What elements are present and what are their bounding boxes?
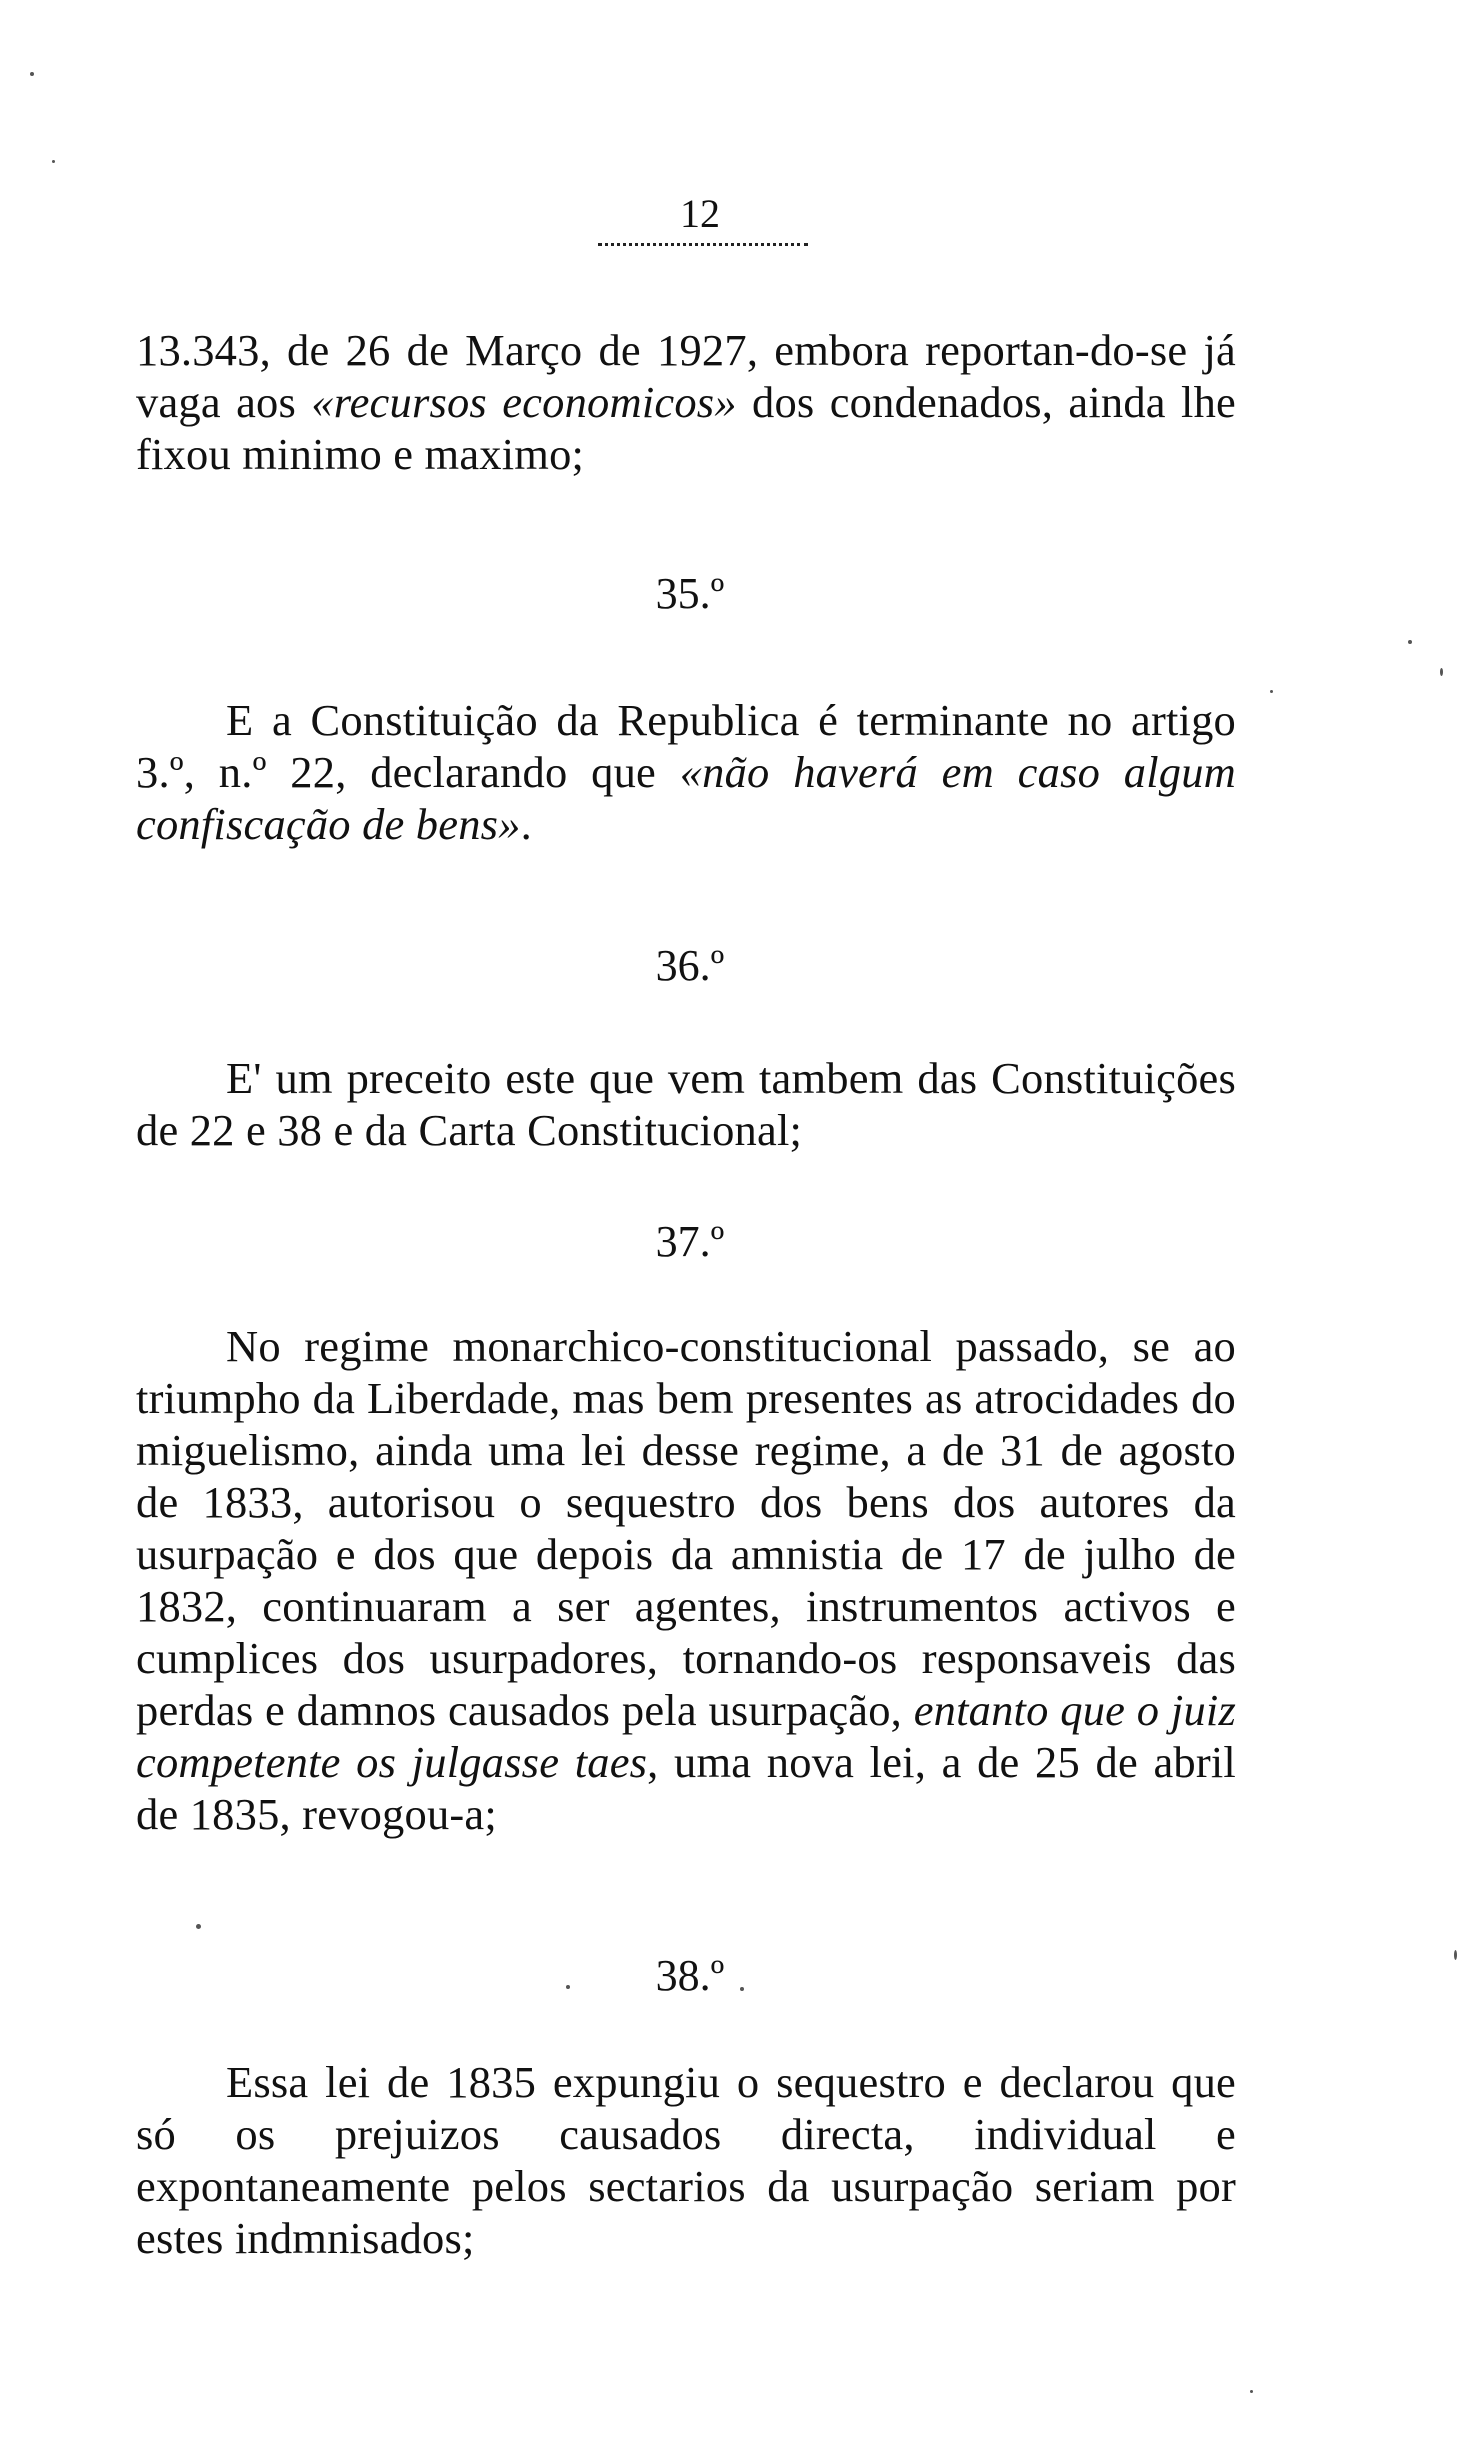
paragraph-text (136, 2056, 1236, 2264)
article-paragraph-37 (136, 1320, 1236, 1840)
paragraph-text (136, 324, 1236, 480)
continuation-paragraph (136, 324, 1236, 480)
scan-speck (196, 1924, 201, 1929)
scan-speck (1440, 668, 1443, 676)
scan-speck (1250, 2390, 1253, 2393)
scan-speck (30, 72, 34, 76)
paragraph-text (136, 1052, 1236, 1156)
page-number: 12 (680, 191, 720, 236)
article-number-35: 35.º (655, 569, 725, 618)
scan-speck (52, 160, 55, 163)
text-run: . (520, 799, 532, 849)
italic-quote: «recursos economicos» (311, 377, 737, 427)
scan-speck (1454, 1950, 1457, 1960)
article-paragraph-38 (136, 2056, 1236, 2264)
article-paragraph-35 (136, 694, 1236, 850)
text-run: Essa lei de 1835 expungiu o sequestro e declarou que só os prejuizos causados directa, individual e expontaneamente pelos sectarios da usurpação seriam por estes indmnisados; (136, 2057, 1236, 2263)
text-run: , uma nova lei, a de 25 de abril de 1835, revogou-a; (136, 1737, 1236, 1839)
article-number-38: 38.º (655, 1951, 725, 2000)
paragraph-text (136, 694, 1236, 850)
scan-speck (566, 1985, 570, 1989)
scan-speck (1408, 640, 1412, 644)
article-number-36: 36.º (655, 941, 725, 990)
italic-phrase: entanto que o juiz competente os julgasse taes (136, 1685, 1237, 1787)
page-number-rule (598, 243, 808, 246)
article-paragraph-36 (136, 1052, 1236, 1156)
scan-speck (1270, 690, 1273, 693)
text-run: E a Constituição da Republica é terminante no artigo 3.º, n.º 22, declarando que (136, 695, 1236, 797)
paragraph-text (136, 1320, 1236, 1840)
text-run: E' um preceito este que vem tambem das Constituições de 22 e 38 e da Carta Constitucional; (136, 1053, 1236, 1155)
article-number-37: 37.º (655, 1217, 725, 1266)
scan-speck (740, 1987, 744, 1991)
text-run: 13.343, de 26 de Março de 1927, embora reportan-do-se já vaga aos (136, 325, 1236, 427)
text-run: No regime monarchico-constitucional passado, se ao triumpho da Liberdade, mas bem presentes as atrocidades do miguelismo, ainda uma lei desse regime, a de 31 de agosto de 1833, autorisou o sequestro dos bens dos autores da usurpação e dos que depois da amnistia de 17 de julho de 1832, continuaram a ser agentes, instrumentos activos e cumplices dos usurpadores, tornando-os responsaveis das perdas e damnos causados pela usurpação, (136, 1321, 1236, 1735)
text-run: dos condenados, ainda lhe fixou minimo e maximo; (136, 377, 1236, 479)
italic-quote: «não haverá em caso algum confiscação de bens» (136, 747, 1236, 849)
